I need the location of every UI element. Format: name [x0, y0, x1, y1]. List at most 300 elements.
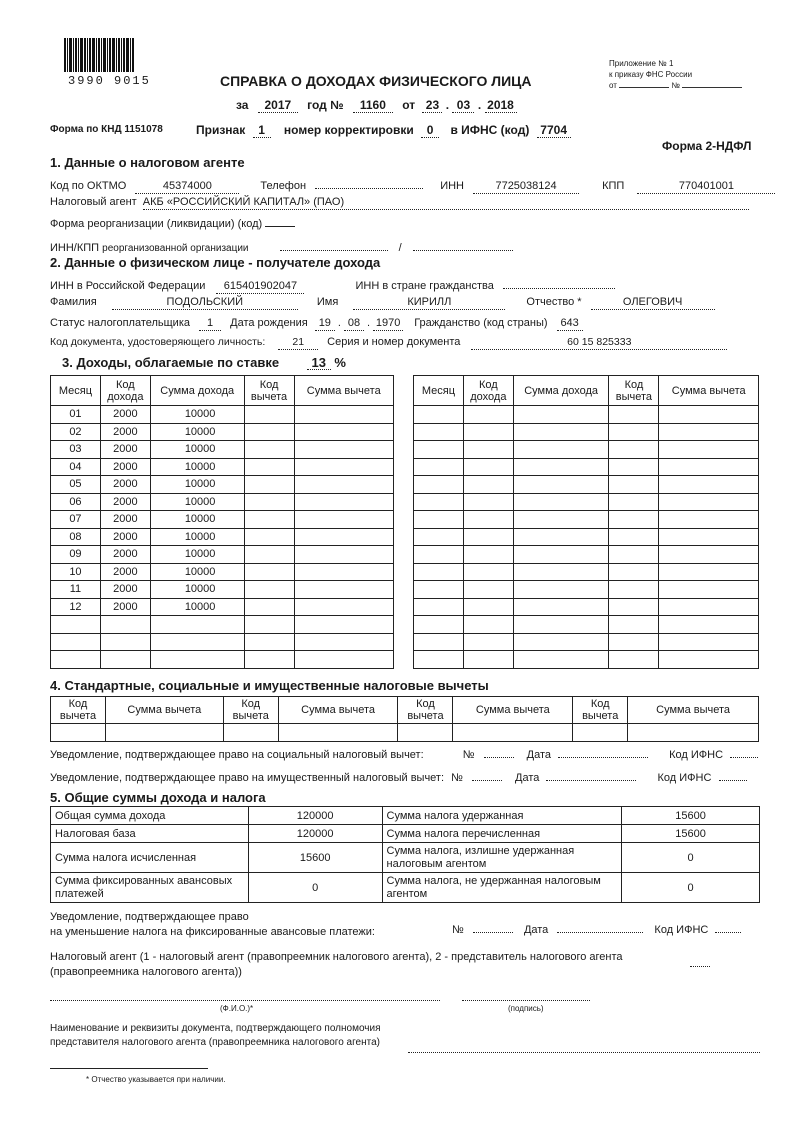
deduction-cell[interactable] — [628, 724, 759, 742]
deduction-code-header-4: Код вычета — [573, 697, 628, 724]
table-cell[interactable] — [513, 476, 609, 494]
social-date-field[interactable] — [558, 745, 648, 758]
reorg-inn-label: ИНН/КПП — [50, 242, 100, 254]
table-cell[interactable]: 2000 — [100, 458, 150, 476]
table-cell[interactable] — [244, 651, 294, 669]
table-cell[interactable]: 05 — [51, 476, 101, 494]
table-cell[interactable]: 2000 — [100, 493, 150, 511]
fio-row — [50, 296, 715, 310]
patronymic-field[interactable]: ОЛЕГОВИЧ — [591, 296, 715, 310]
table-cell[interactable] — [463, 616, 513, 634]
deduction-cell[interactable] — [51, 724, 106, 742]
table-cell[interactable] — [659, 651, 759, 669]
table-cell[interactable] — [609, 406, 659, 424]
table-cell[interactable] — [609, 633, 659, 651]
total-income-label: Общая сумма дохода — [51, 807, 249, 825]
table-cell[interactable] — [659, 493, 759, 511]
total-income-value[interactable]: 120000 — [248, 807, 382, 825]
social-notice-row — [50, 745, 758, 761]
table-cell[interactable]: 10000 — [150, 458, 244, 476]
table-cell[interactable] — [463, 406, 513, 424]
table-cell[interactable] — [244, 511, 294, 529]
table-cell[interactable] — [414, 493, 464, 511]
table-cell[interactable] — [244, 598, 294, 616]
patronymic-label: Отчество * — [526, 296, 582, 308]
table-cell[interactable] — [294, 651, 394, 669]
table-cell[interactable] — [414, 616, 464, 634]
table-cell[interactable] — [414, 528, 464, 546]
property-notice-label: Уведомление, подтверждающее право на имущественный налоговый вычет: — [50, 772, 445, 784]
agent-type-line-1: Налоговый агент (1 - налоговый агент (правопреемник налогового агента), 2 - представитель налогового агента — [50, 951, 623, 963]
table-row — [51, 511, 394, 529]
kpp-label: КПП — [602, 180, 625, 192]
table-cell[interactable] — [513, 581, 609, 599]
date-day-field[interactable]: 23 — [422, 99, 442, 113]
table-cell[interactable]: 10000 — [150, 598, 244, 616]
kpp-field[interactable]: 770401001 — [637, 180, 775, 194]
deduction-cell[interactable] — [453, 724, 573, 742]
table-cell[interactable] — [659, 406, 759, 424]
rate-field[interactable]: 13 — [307, 356, 331, 370]
table-cell[interactable] — [463, 581, 513, 599]
table-cell[interactable] — [659, 441, 759, 459]
authority-doc-text — [50, 1022, 381, 1050]
table-cell[interactable]: 2000 — [100, 598, 150, 616]
property-notice-row — [50, 768, 747, 784]
table-row — [51, 493, 394, 511]
table-cell[interactable] — [609, 423, 659, 441]
table-row — [414, 441, 759, 459]
table-row — [51, 563, 394, 581]
table-cell[interactable]: 10000 — [150, 493, 244, 511]
table-cell[interactable] — [659, 581, 759, 599]
slash: / — [398, 242, 402, 254]
advance-ifns-field[interactable] — [715, 920, 741, 933]
status-field[interactable]: 1 — [199, 317, 221, 331]
table-cell[interactable]: 02 — [51, 423, 101, 441]
inn-label: ИНН — [440, 180, 464, 192]
table-row — [414, 633, 759, 651]
deductions-table — [50, 696, 759, 742]
birth-day-field[interactable]: 19 — [315, 317, 335, 331]
table-cell[interactable] — [609, 476, 659, 494]
table-row — [51, 458, 394, 476]
signature-line[interactable] — [462, 1000, 590, 1001]
agent-type-line-2: (правопреемника налогового агента)) — [50, 966, 242, 978]
reorg-inn-field[interactable] — [280, 238, 388, 251]
table-cell[interactable] — [609, 598, 659, 616]
table-cell[interactable] — [414, 598, 464, 616]
inn-rf-field[interactable]: 615401902047 — [216, 280, 304, 294]
deduction-cell[interactable] — [223, 724, 278, 742]
table-cell[interactable] — [294, 406, 394, 424]
table-cell[interactable] — [244, 441, 294, 459]
table-cell[interactable] — [414, 476, 464, 494]
tax-withheld-value[interactable]: 15600 — [622, 807, 760, 825]
property-date-label: Дата — [515, 772, 540, 784]
doc-series-label: Серия и номер документа — [327, 336, 461, 348]
deduction-sum-header-3: Сумма вычета — [453, 697, 573, 724]
table-cell[interactable]: 2000 — [100, 563, 150, 581]
inn-foreign-field[interactable] — [503, 276, 615, 289]
table-cell[interactable] — [244, 476, 294, 494]
table-cell[interactable] — [414, 406, 464, 424]
table-cell[interactable] — [244, 546, 294, 564]
advance-no-field[interactable] — [473, 920, 513, 933]
citizenship-field[interactable]: 643 — [557, 317, 583, 331]
col-income-code: Код дохода — [463, 376, 513, 406]
tax-calculated-label: Сумма налога исчисленная — [51, 843, 249, 873]
god-label: год № — [307, 98, 344, 112]
table-cell[interactable] — [659, 528, 759, 546]
table-row — [414, 406, 759, 424]
table-cell[interactable] — [414, 651, 464, 669]
authority-doc-field[interactable] — [408, 1052, 760, 1053]
table-cell[interactable]: 2000 — [100, 528, 150, 546]
table-cell[interactable] — [609, 546, 659, 564]
totals-table — [50, 806, 760, 903]
table-cell[interactable] — [463, 598, 513, 616]
table-cell[interactable] — [513, 616, 609, 634]
table-cell[interactable]: 2000 — [100, 423, 150, 441]
table-cell[interactable] — [294, 598, 394, 616]
table-row — [51, 598, 394, 616]
table-cell[interactable] — [659, 616, 759, 634]
table-cell[interactable] — [463, 633, 513, 651]
table-row — [414, 458, 759, 476]
table-cell[interactable] — [244, 633, 294, 651]
table-cell[interactable] — [414, 423, 464, 441]
table-cell[interactable] — [244, 528, 294, 546]
table-cell[interactable] — [294, 511, 394, 529]
table-cell[interactable] — [463, 563, 513, 581]
table-cell[interactable] — [150, 651, 244, 669]
deduction-cell[interactable] — [105, 724, 223, 742]
table-cell[interactable] — [100, 616, 150, 634]
table-cell[interactable] — [244, 458, 294, 476]
deduction-sum-header-2: Сумма вычета — [278, 697, 398, 724]
table-cell[interactable] — [294, 616, 394, 634]
col-income-sum: Сумма дохода — [150, 376, 244, 406]
table-cell[interactable] — [463, 546, 513, 564]
deduction-code-header-1: Код вычета — [51, 697, 106, 724]
table-cell[interactable]: 2000 — [100, 511, 150, 529]
tax-overwithheld-value[interactable]: 0 — [622, 843, 760, 873]
table-cell[interactable] — [463, 476, 513, 494]
table-cell[interactable] — [659, 511, 759, 529]
table-cell[interactable] — [513, 651, 609, 669]
table-cell[interactable] — [609, 441, 659, 459]
authority-doc-line-2: представителя налогового агента (правопреемника налогового агента) — [50, 1037, 380, 1048]
fio-line[interactable] — [50, 1000, 440, 1001]
table-cell[interactable] — [100, 633, 150, 651]
table-cell[interactable] — [463, 423, 513, 441]
agent-field[interactable]: АКБ «РОССИЙСКИЙ КАПИТАЛ» (ПАО) — [143, 196, 749, 210]
table-cell[interactable] — [414, 458, 464, 476]
table-cell[interactable] — [294, 546, 394, 564]
table-cell[interactable] — [244, 616, 294, 634]
priznak-line — [196, 123, 571, 138]
doc-series-field[interactable]: 60 15 825333 — [471, 336, 727, 350]
table-row — [51, 476, 394, 494]
table-cell[interactable] — [659, 563, 759, 581]
table-cell[interactable] — [659, 598, 759, 616]
table-cell[interactable] — [609, 493, 659, 511]
agent-row — [50, 196, 749, 210]
table-row — [51, 406, 394, 424]
table-cell[interactable] — [294, 633, 394, 651]
reorg-kpp-field[interactable] — [413, 238, 513, 251]
table-row — [414, 651, 759, 669]
table-cell[interactable] — [513, 441, 609, 459]
advance-no-label: № — [452, 924, 464, 936]
oktmo-label: Код по ОКТМО — [50, 180, 127, 192]
table-cell[interactable]: 10000 — [150, 441, 244, 459]
table-cell[interactable] — [609, 651, 659, 669]
table-cell[interactable] — [294, 581, 394, 599]
citizenship-label: Гражданство (код страны) — [414, 317, 548, 329]
table-cell[interactable]: 10000 — [150, 476, 244, 494]
priznak-field[interactable]: 1 — [253, 124, 271, 138]
table-cell[interactable] — [294, 458, 394, 476]
table-cell[interactable] — [244, 493, 294, 511]
table-cell[interactable]: 10000 — [150, 563, 244, 581]
tax-not-withheld-value[interactable]: 0 — [622, 873, 760, 903]
appendix-note — [609, 58, 742, 91]
tax-calculated-value[interactable]: 15600 — [248, 843, 382, 873]
tax-base-value[interactable]: 120000 — [248, 825, 382, 843]
fio-caption: (Ф.И.О.)* — [220, 1004, 254, 1013]
col-deduction-sum: Сумма вычета — [294, 376, 394, 406]
table-cell[interactable] — [414, 511, 464, 529]
table-cell[interactable] — [609, 511, 659, 529]
table-cell[interactable]: 09 — [51, 546, 101, 564]
table-cell[interactable] — [244, 563, 294, 581]
income-table-left — [50, 375, 394, 669]
doc-row — [50, 336, 727, 350]
table-cell[interactable]: 10000 — [150, 528, 244, 546]
social-no-field[interactable] — [484, 745, 514, 758]
table-cell[interactable] — [150, 616, 244, 634]
footnote-rule — [50, 1068, 208, 1069]
table-cell[interactable] — [609, 581, 659, 599]
section3-title: 3. Доходы, облагаемые по ставке — [62, 355, 280, 370]
birth-year-field[interactable]: 1970 — [373, 317, 403, 331]
table-cell[interactable] — [513, 423, 609, 441]
table-cell[interactable] — [463, 458, 513, 476]
table-row — [51, 528, 394, 546]
tax-transferred-label: Сумма налога перечисленная — [382, 825, 622, 843]
property-ifns-field[interactable] — [719, 768, 747, 781]
table-cell[interactable] — [609, 563, 659, 581]
table-cell[interactable]: 04 — [51, 458, 101, 476]
phone-field[interactable] — [315, 176, 423, 189]
section2-title: 2. Данные о физическом лице - получателе дохода — [50, 255, 381, 270]
table-cell[interactable] — [513, 528, 609, 546]
table-cell[interactable] — [513, 458, 609, 476]
signature-caption: (подпись) — [508, 1004, 544, 1013]
name-label: Имя — [316, 296, 339, 308]
appendix-line-3 — [609, 80, 742, 91]
deduction-sum-header-1: Сумма вычета — [105, 697, 223, 724]
table-cell[interactable] — [463, 493, 513, 511]
table-cell[interactable] — [463, 528, 513, 546]
year-field[interactable]: 2017 — [258, 99, 298, 113]
table-cell[interactable] — [414, 563, 464, 581]
table-row — [414, 528, 759, 546]
advance-notice — [50, 910, 375, 940]
table-cell[interactable]: 12 — [51, 598, 101, 616]
table-cell[interactable] — [414, 546, 464, 564]
correction-label: номер корректировки — [283, 123, 414, 137]
reorg-label: Форма реорганизации (ликвидации) (код) — [50, 218, 263, 230]
status-label: Статус налогоплательщика — [50, 317, 191, 329]
property-ifns-label: Код ИФНС — [657, 772, 712, 784]
table-row — [51, 423, 394, 441]
date-year-field[interactable]: 2018 — [485, 99, 517, 113]
reorg-inn-row — [50, 238, 513, 254]
table-cell[interactable]: 10000 — [150, 511, 244, 529]
table-cell[interactable]: 2000 — [100, 546, 150, 564]
advance-date-field[interactable] — [557, 920, 643, 933]
table-cell[interactable] — [659, 476, 759, 494]
advance-notice-label-1: Уведомление, подтверждающее право — [50, 911, 249, 923]
tax-base-label: Налоговая база — [51, 825, 249, 843]
reorg-field[interactable] — [265, 226, 295, 227]
agent-type-text — [50, 950, 623, 980]
table-cell[interactable]: 2000 — [100, 581, 150, 599]
table-cell[interactable] — [51, 616, 101, 634]
property-date-field[interactable] — [546, 768, 636, 781]
property-no-label: № — [451, 772, 463, 784]
col-deduction-sum: Сумма вычета — [659, 376, 759, 406]
table-cell[interactable]: 2000 — [100, 476, 150, 494]
rate-pct: % — [334, 355, 346, 370]
correction-field[interactable]: 0 — [421, 124, 439, 138]
table-cell[interactable] — [609, 616, 659, 634]
table-cell[interactable] — [294, 423, 394, 441]
appendix-ot: от — [609, 81, 617, 90]
inn-field[interactable]: 7725038124 — [473, 180, 579, 194]
deduction-cell[interactable] — [278, 724, 398, 742]
table-cell[interactable] — [513, 406, 609, 424]
table-cell[interactable]: 06 — [51, 493, 101, 511]
table-cell[interactable] — [244, 581, 294, 599]
table-cell[interactable] — [51, 651, 101, 669]
table-cell[interactable] — [414, 581, 464, 599]
table-cell[interactable] — [294, 528, 394, 546]
social-ifns-label: Код ИФНС — [669, 749, 724, 761]
table-cell[interactable] — [513, 563, 609, 581]
oktmo-row — [50, 176, 775, 194]
deduction-cell[interactable] — [573, 724, 628, 742]
col-deduction-code: Код вычета — [609, 376, 659, 406]
table-cell[interactable] — [463, 511, 513, 529]
table-cell[interactable] — [513, 493, 609, 511]
doc-code-field[interactable]: 21 — [278, 336, 318, 350]
deduction-sum-header-4: Сумма вычета — [628, 697, 759, 724]
table-cell[interactable] — [294, 563, 394, 581]
inn-foreign-label: ИНН в стране гражданства — [355, 280, 494, 292]
table-cell[interactable] — [100, 651, 150, 669]
table-cell[interactable] — [51, 633, 101, 651]
table-cell[interactable]: 2000 — [100, 441, 150, 459]
property-no-field[interactable] — [472, 768, 502, 781]
table-cell[interactable] — [244, 423, 294, 441]
table-cell[interactable]: 2000 — [100, 406, 150, 424]
table-cell[interactable]: 07 — [51, 511, 101, 529]
table-cell[interactable]: 11 — [51, 581, 101, 599]
advance-notice-label-2: на уменьшение налога на фиксированные авансовые платежи: — [50, 926, 375, 938]
table-cell[interactable] — [609, 458, 659, 476]
document-title: СПРАВКА О ДОХОДАХ ФИЗИЧЕСКОГО ЛИЦА — [220, 73, 532, 89]
table-cell[interactable]: 10000 — [150, 581, 244, 599]
table-cell[interactable]: 01 — [51, 406, 101, 424]
table-cell[interactable] — [513, 511, 609, 529]
birth-month-field[interactable]: 08 — [344, 317, 364, 331]
table-cell[interactable] — [609, 528, 659, 546]
table-cell[interactable]: 03 — [51, 441, 101, 459]
table-cell[interactable] — [294, 441, 394, 459]
inn-rf-label: ИНН в Российской Федерации — [50, 280, 206, 292]
number-field[interactable]: 1160 — [353, 99, 393, 113]
social-date-label: Дата — [526, 749, 552, 761]
table-cell[interactable]: 10000 — [150, 423, 244, 441]
social-notice-label: Уведомление, подтверждающее право на социальный налоговый вычет: — [50, 749, 424, 761]
surname-field[interactable]: ПОДОЛЬСКИЙ — [112, 296, 298, 310]
table-cell[interactable] — [513, 633, 609, 651]
date-month-field[interactable]: 03 — [452, 99, 474, 113]
table-cell[interactable] — [414, 633, 464, 651]
col-income-code: Код дохода — [100, 376, 150, 406]
oktmo-field[interactable]: 45374000 — [135, 180, 239, 194]
ifns-label: в ИФНС (код) — [450, 123, 530, 137]
table-cell[interactable] — [294, 493, 394, 511]
advance-payments-value[interactable]: 0 — [248, 873, 382, 903]
table-cell[interactable] — [294, 476, 394, 494]
tax-transferred-value[interactable]: 15600 — [622, 825, 760, 843]
table-cell[interactable]: 10000 — [150, 406, 244, 424]
reorg-inn-label-2: реорганизованной организации — [102, 243, 249, 254]
barcode — [64, 38, 156, 72]
table-cell[interactable] — [659, 458, 759, 476]
table-cell[interactable] — [463, 441, 513, 459]
table-cell[interactable] — [513, 546, 609, 564]
social-ifns-field[interactable] — [730, 745, 758, 758]
table-cell[interactable] — [513, 598, 609, 616]
name-field[interactable]: КИРИЛЛ — [353, 296, 505, 310]
advance-ifns-label: Код ИФНС — [654, 924, 709, 936]
table-cell[interactable] — [659, 546, 759, 564]
advance-date-label: Дата — [523, 924, 549, 936]
table-cell[interactable] — [659, 423, 759, 441]
ifns-field[interactable]: 7704 — [537, 124, 571, 138]
table-cell[interactable] — [463, 651, 513, 669]
table-row — [414, 563, 759, 581]
agent-type-field[interactable] — [690, 954, 710, 967]
table-cell[interactable] — [150, 633, 244, 651]
deduction-cell[interactable] — [398, 724, 453, 742]
agent-label: Налоговый агент — [50, 196, 137, 208]
table-cell[interactable] — [414, 441, 464, 459]
table-cell[interactable] — [659, 633, 759, 651]
table-cell[interactable]: 10000 — [150, 546, 244, 564]
table-cell[interactable] — [244, 406, 294, 424]
table-cell[interactable]: 10 — [51, 563, 101, 581]
table-cell[interactable]: 08 — [51, 528, 101, 546]
birth-label: Дата рождения — [230, 317, 308, 329]
col-month: Месяц — [414, 376, 464, 406]
